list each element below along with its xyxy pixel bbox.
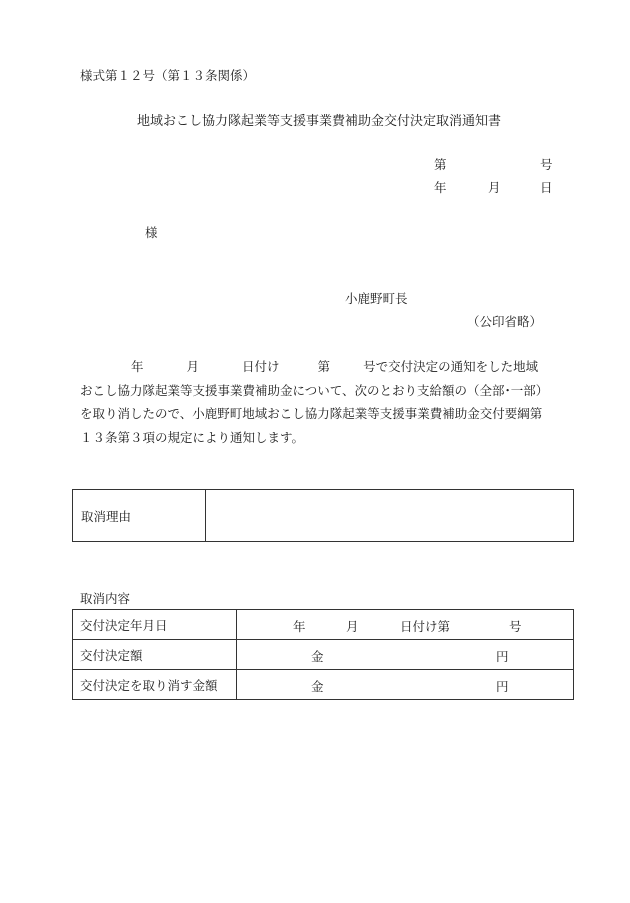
grant-amount-value [237, 640, 574, 670]
body-line-3: を取り消したので、小鹿野町地域おこし協力隊起業等支援事業費補助金交付要綱第 [80, 406, 543, 421]
form-number: 様式第１２号（第１３条関係） [80, 68, 256, 83]
grant-date-value [237, 610, 574, 640]
body-line1-rest: 号で交付決定の通知をした地域 [363, 359, 539, 374]
content-section-label: 取消内容 [80, 591, 131, 606]
grant-date-gou: 号 [509, 619, 522, 634]
body-line-2: おこし協力隊起業等支援事業費補助金について、次のとおり支給額の（全部･一部） [80, 382, 549, 398]
recipient-suffix: 様 [145, 225, 158, 240]
grant-date-label: 交付決定年月日 [73, 610, 237, 640]
date-year: 年 [434, 180, 447, 195]
cancel-amount-kin: 金 [311, 679, 324, 694]
seal-note: （公印省略） [467, 314, 543, 329]
content-table [72, 609, 574, 700]
body-paragraph [80, 355, 575, 449]
cancel-amount-value [237, 670, 574, 700]
grant-amount-label: 交付決定額 [73, 640, 237, 670]
table-row [73, 640, 574, 670]
grant-amount-kin: 金 [311, 649, 324, 664]
body-year: 年 [131, 359, 144, 374]
body-dated: 日付け [242, 359, 280, 374]
grant-amount-yen: 円 [496, 649, 509, 664]
table-row [73, 610, 574, 640]
cancel-amount-label: 交付決定を取り消す金額 [73, 670, 237, 700]
grant-date-month: 月 [346, 619, 359, 634]
reason-table [72, 489, 574, 542]
issuer-name: 小鹿野町長 [345, 291, 408, 306]
body-line-1 [80, 355, 575, 379]
body-line-4: １３条第３項の規定により通知します。 [80, 429, 305, 445]
table-row [73, 670, 574, 700]
body-number-prefix: 第 [317, 359, 331, 374]
cancel-amount-yen: 円 [496, 679, 509, 694]
body-month: 月 [186, 359, 200, 374]
doc-number-suffix: 号 [540, 157, 553, 172]
date-month: 月 [488, 180, 501, 195]
reason-label: 取消理由 [73, 490, 206, 542]
reason-value [206, 490, 574, 542]
doc-number-prefix: 第 [434, 157, 447, 172]
document-title: 地域おこし協力隊起業等支援事業費補助金交付決定取消通知書 [137, 114, 502, 129]
grant-date-year: 年 [293, 619, 306, 634]
grant-date-dated-no: 日付け第 [400, 619, 451, 634]
date-day: 日 [540, 180, 553, 195]
